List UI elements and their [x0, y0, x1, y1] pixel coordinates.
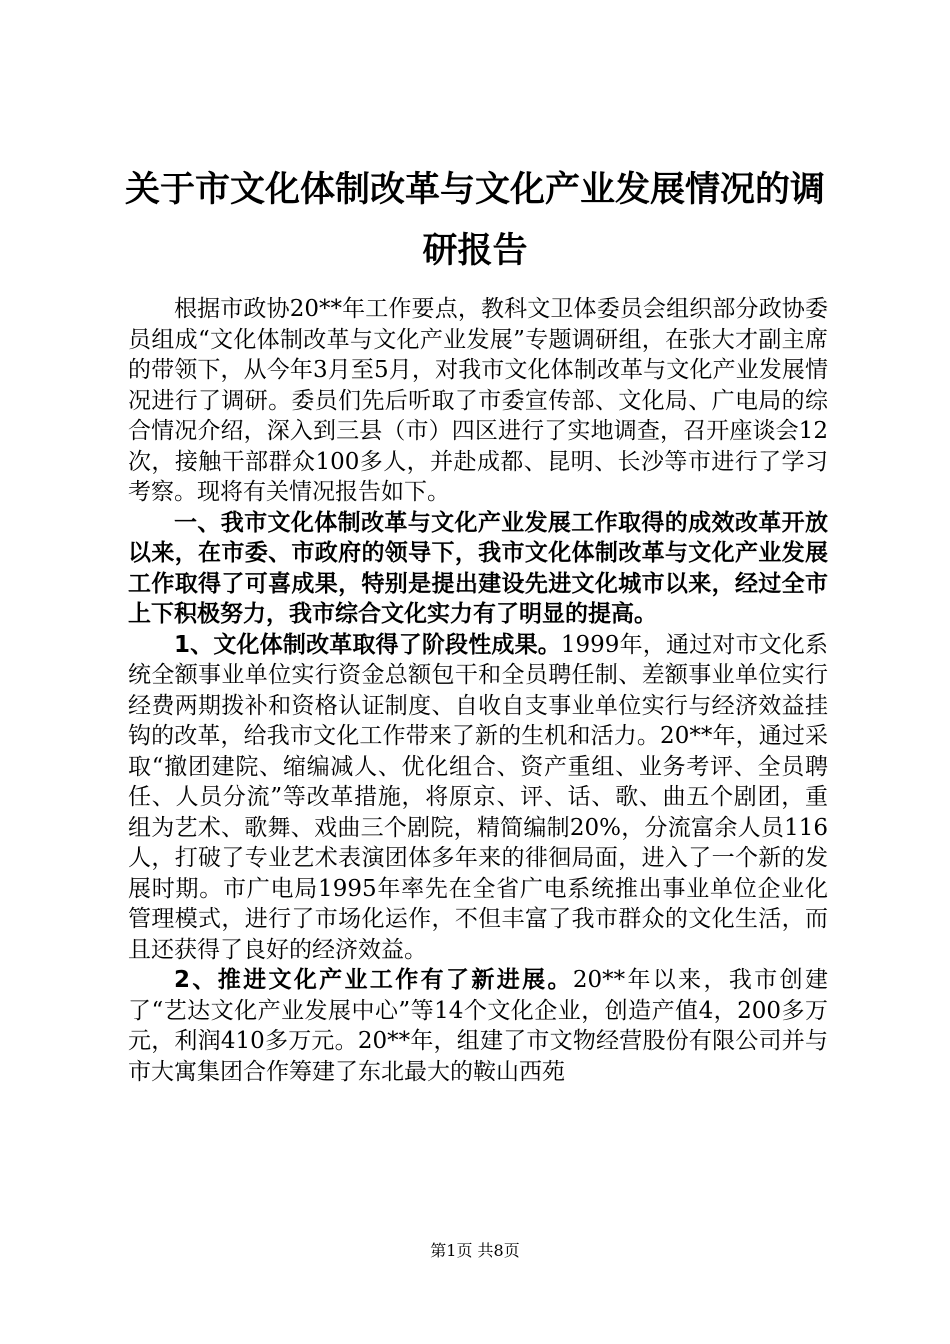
paragraph-item-two-text: 20**年以来，我市创建了“艺达文化产业发展中心”等14个文化企业，创造产值4，200多万元，利润410多万元。20**年，组建了市文物经营股份有限公司并与市大寓集团合作筹建了东北最大的鞍山西苑	[128, 967, 828, 1085]
document-body	[128, 294, 828, 1087]
paragraph-item-two-heading: 2、推进文化产业工作有了新进展。	[174, 967, 573, 993]
paragraph-item-one-heading: 1、文化体制改革取得了阶段性成果。	[174, 631, 561, 658]
paragraph-item-one-text: 1999年，通过对市文化系统全额事业单位实行资金总额包干和全员聘任制、差额事业单位实行经费两期拨补和资格认证制度、自收自支事业单位实行与经济效益挂钩的改革，给我市文化工作带来了新的生机和活力。20**年，通过采取“撤团建院、缩编减人、优化组合、资产重组、业务考评、全员聘任、人员分流”等改革措施，将原京、评、话、歌、曲五个剧团，重组为艺术、歌舞、戏曲三个剧院，精简编制20%，分流富余人员116人，打破了专业艺术表演团体多年来的徘徊局面，进入了一个新的发展时期。市广电局1995年率先在全省广电系统推出事业单位企业化管理模式，进行了市场化运作，不但丰富了我市群众的文化生活，而且还获得了良好的经济效益。	[128, 631, 828, 963]
paragraph-item-two	[128, 965, 828, 1087]
paragraph-item-one	[128, 630, 828, 966]
paragraph-section-one: 一、我市文化体制改革与文化产业发展工作取得的成效改革开放以来，在市委、市政府的领导下，我市文化体制改革与文化产业发展工作取得了可喜成果，特别是提出建设先进文化城市以来，经过全市上下积极努力，我市综合文化实力有了明显的提高。	[128, 509, 828, 627]
document-title: 关于市文化体制改革与文化产业发展情况的调研报告	[124, 170, 825, 271]
page-number-footer: 第1页 共8页	[430, 1241, 520, 1260]
paragraph-intro: 根据市政协20**年工作要点，教科文卫体委员会组织部分政协委员组成“文化体制改革与文化产业发展”专题调研组，在张大才副主席的带领下，从今年3月至5月，对我市文化体制改革与文化产业发展情况进行了调研。委员们先后听取了市委宣传部、文化局、广电局的综合情况介绍，深入到三县（市）四区进行了实地调查，召开座谈会12次，接触干部群众100多人，并赴成都、昆明、长沙等市进行了学习考察。现将有关情况报告如下。	[128, 296, 828, 505]
